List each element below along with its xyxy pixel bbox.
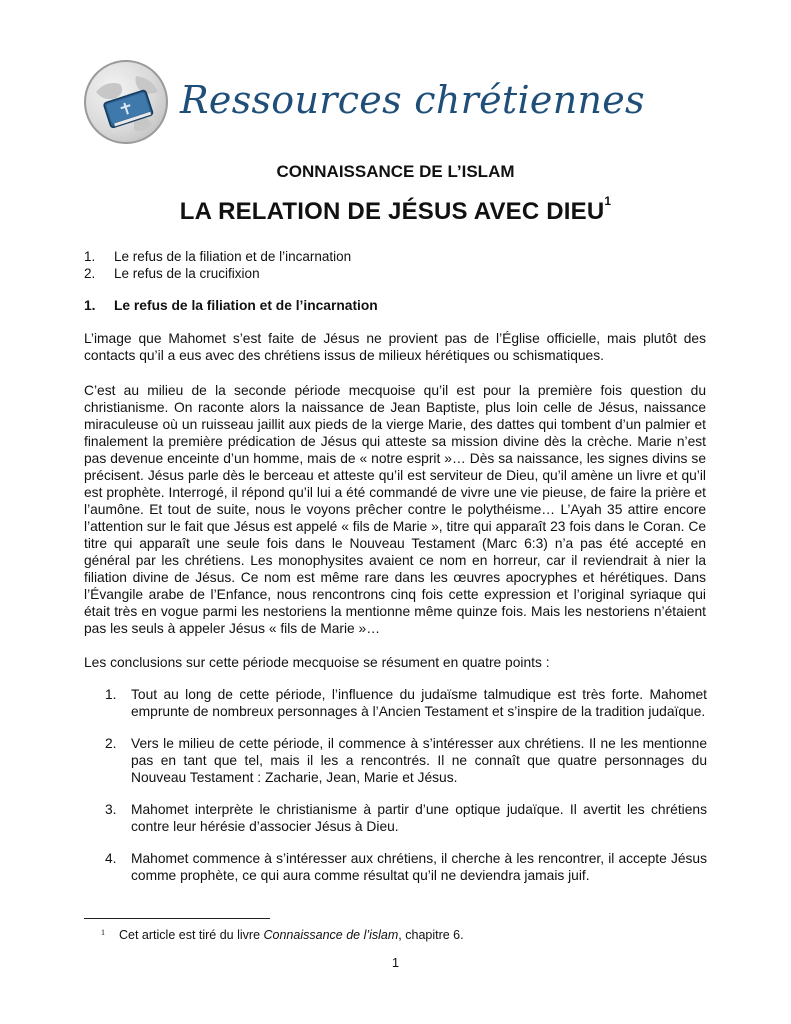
- list-text: Vers le milieu de cette période, il commence à s’intéresser aux chrétiens. Il ne les mentionne pas en tant que tel, mais il les a rencontrés. Il ne connaît que quatre personnages du Nouveau Testament : Zacharie, Jean, Marie et Jésus.: [131, 736, 707, 785]
- table-of-contents: [84, 248, 704, 282]
- globe-book-icon: [84, 60, 168, 144]
- footnote: [101, 928, 464, 942]
- footnote-ref[interactable]: 1: [604, 194, 612, 208]
- list-number: 3.: [105, 802, 117, 817]
- paragraph: Les conclusions sur cette période mecquoise se résument en quatre points :: [84, 655, 550, 670]
- list-text: Mahomet interprète le christianisme à partir d’une optique judaïque. Il avertit les chrétiens contre leur hérésie d’associer Jésus à Dieu.: [131, 802, 707, 834]
- list-item: [105, 850, 707, 884]
- footnote-prefix: Cet article est tiré du livre: [119, 928, 264, 942]
- list-item: [105, 686, 707, 720]
- section-number: 1.: [84, 298, 96, 313]
- list-number: 2.: [105, 736, 117, 751]
- paragraph: C’est au milieu de la seconde période mecquoise qu’il est pour la première fois question du christianisme. On raconte alors la naissance de Jean Baptiste, plus loin celle de Jésus, naissance miraculeuse où un ruisseau jaillit aux pieds de la vierge Marie, des dattes qui tombent d’un palmier et finalement la première prédication de Jésus qui atteste sa mission divine dès la crèche. Marie n’est pas devenue enceinte d’un homme, mais de « notre esprit »… Dès sa naissance, les signes divins se précisent. Jésus parle dès le berceau et atteste qu’il est serviteur de Dieu, qu’il amène un livre et qu’il est prophète. Interrogé, il répond qu’il lui a été commandé de vivre une vie pieuse, de faire la prière et l’aumône. Et tout de suite, nous le voyons prêcher contre le polythéisme… L’Ayah 35 attire encore l’attention sur le fait que Jésus est appelé « fils de Marie », titre qui apparaît 23 fois dans le Coran. Ce titre qui apparaît une seule fois dans le Nouveau Testament (Marc 6:3) n’a pas été accepté en général par les chrétiens. Les monophysites avaient ce nom en horreur, car il reviendrait à nier la filiation divine de Jésus. Ce nom est même rare dans les œuvres apocryphes et hérétiques. Dans l’Évangile arabe de l’Enfance, nous rencontrons cinq fois cette expression et l’original syriaque qui était très en vogue parmi les nestoriens la mentionne même quinze fois. Mais les nestoriens n’étaient pas les seuls à appeler Jésus « fils de Marie »…: [84, 383, 706, 636]
- footnote-suffix: , chapitre 6.: [398, 928, 464, 942]
- page-title: [0, 194, 791, 226]
- series-heading: CONNAISSANCE DE L’ISLAM: [276, 162, 515, 181]
- list-item: [105, 801, 707, 835]
- page-number: 1: [391, 955, 400, 970]
- list-text: Tout au long de cette période, l’influence du judaïsme talmudique est très forte. Mahomet emprunte de nombreux personnages à l’Ancien Testament et s’inspire de la tradition judaïque.: [131, 687, 707, 719]
- toc-number: 2.: [84, 266, 96, 281]
- footnote-divider: [84, 918, 270, 919]
- site-logo[interactable]: [84, 60, 644, 150]
- brand-name: Ressources chrétiennes: [180, 78, 645, 122]
- list-number: 1.: [105, 687, 117, 702]
- conclusion-list: [105, 686, 707, 899]
- list-text: Mahomet commence à s’intéresser aux chrétiens, il cherche à les rencontrer, il accepte Jésus comme prophète, ce qui aura comme résultat qu’il ne deviendra jamais juif.: [131, 851, 707, 883]
- list-item: [105, 735, 707, 786]
- section-title: Le refus de la filiation et de l’incarnation: [114, 298, 378, 313]
- title-text: LA RELATION DE JÉSUS AVEC DIEU: [179, 198, 605, 225]
- paragraph: L’image que Mahomet s’est faite de Jésus ne provient pas de l’Église officielle, mais plutôt des contacts qu’il a eus avec des chrétiens issus de milieux hérétiques ou schismatiques.: [84, 331, 706, 363]
- list-number: 4.: [105, 851, 117, 866]
- toc-number: 1.: [84, 249, 96, 264]
- section-heading: [84, 298, 378, 313]
- footnote-number: 1: [101, 928, 105, 937]
- toc-item: [84, 265, 704, 282]
- toc-label: Le refus de la crucifixion: [114, 266, 260, 281]
- toc-label: Le refus de la filiation et de l’incarnation: [114, 249, 352, 264]
- toc-item: [84, 248, 704, 265]
- footnote-book-title: Connaissance de l’islam: [263, 928, 399, 942]
